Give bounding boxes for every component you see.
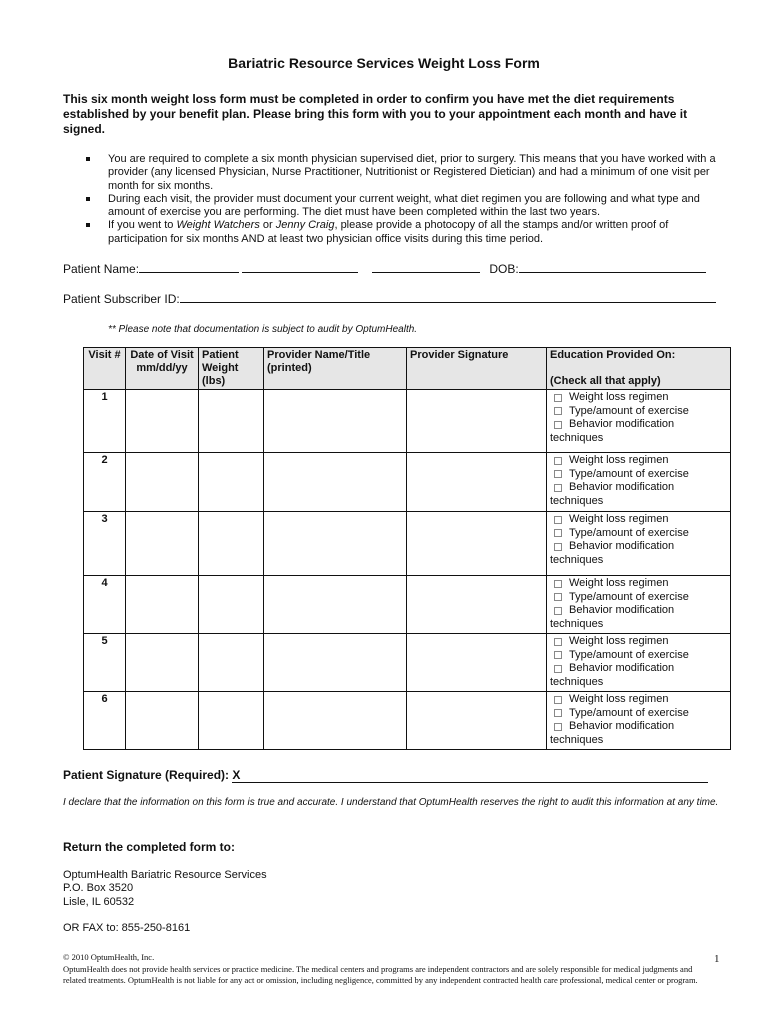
visit-number-cell: 6	[84, 692, 126, 750]
weight-cell[interactable]	[199, 512, 264, 576]
education-option	[550, 527, 727, 541]
checkbox-icon[interactable]	[554, 457, 562, 465]
brand-weight-watchers: Weight Watchers	[176, 219, 260, 232]
provider-name-header: Provider Name/Title (printed)	[264, 348, 407, 390]
education-option-label: Type/amount of exercise	[569, 467, 689, 480]
requirement-item	[80, 153, 720, 193]
provider-signature-cell[interactable]	[407, 576, 547, 634]
checkbox-icon[interactable]	[554, 638, 562, 646]
subscriber-id-row	[63, 291, 716, 306]
education-cell	[547, 390, 731, 453]
education-option	[550, 454, 727, 468]
form-title: Bariatric Resource Services Weight Loss Form	[228, 55, 540, 71]
visit-number-cell: 4	[84, 576, 126, 634]
education-cell	[547, 692, 731, 750]
visit-number-header: Visit #	[84, 348, 126, 390]
signature-mark: X	[232, 768, 241, 782]
checkbox-icon[interactable]	[554, 723, 562, 731]
requirement-text: If you went to	[108, 219, 177, 232]
provider-signature-cell[interactable]	[407, 453, 547, 512]
education-option-label: Weight loss regimen	[569, 513, 669, 525]
education-option-label: techniques	[550, 733, 604, 746]
date-cell[interactable]	[126, 634, 199, 692]
weight-cell[interactable]	[199, 576, 264, 634]
date-cell[interactable]	[126, 453, 199, 512]
page-number: 1	[714, 953, 720, 965]
provider-name-cell[interactable]	[264, 692, 407, 750]
checkbox-icon[interactable]	[554, 543, 562, 551]
requirement-item	[80, 219, 720, 246]
return-address	[63, 869, 267, 909]
education-option-label: Type/amount of exercise	[569, 404, 689, 417]
requirement-text: You are required to complete a six month physician supervised diet, prior to surgery. This means that you have worked with a provider (any licensed Physician, Nurse Practitioner, Nutritionist or Registered Dietician) and had a minimum of one visit per month for six months.	[108, 153, 716, 192]
education-option	[550, 540, 727, 554]
footer	[63, 952, 713, 987]
education-option-label: Weight loss regimen	[569, 577, 669, 589]
table-row	[84, 512, 731, 576]
patient-name-field[interactable]	[139, 261, 239, 273]
education-option	[550, 405, 727, 419]
provider-signature-cell[interactable]	[407, 692, 547, 750]
checkbox-icon[interactable]	[554, 470, 562, 478]
checkbox-icon[interactable]	[554, 421, 562, 429]
brand-jenny-craig: Jenny Craig	[275, 219, 335, 232]
education-cell	[547, 453, 731, 512]
patient-name-field[interactable]	[242, 261, 358, 273]
education-option-label: Type/amount of exercise	[569, 648, 689, 661]
checkbox-icon[interactable]	[554, 709, 562, 717]
provider-name-cell[interactable]	[264, 634, 407, 692]
checkbox-icon[interactable]	[554, 394, 562, 402]
provider-signature-cell[interactable]	[407, 512, 547, 576]
checkbox-icon[interactable]	[554, 407, 562, 415]
education-option-label: Type/amount of exercise	[569, 526, 689, 539]
education-option-label: techniques	[550, 675, 604, 688]
checkbox-icon[interactable]	[554, 651, 562, 659]
education-option-label: Behavior modification	[569, 720, 675, 732]
checkbox-icon[interactable]	[554, 580, 562, 588]
weight-header: Patient Weight (lbs)	[199, 348, 264, 390]
education-cell	[547, 576, 731, 634]
fax-number: OR FAX to: 855-250-8161	[63, 922, 191, 934]
education-option-label: Behavior modification	[569, 418, 675, 430]
education-option-label: Type/amount of exercise	[569, 590, 689, 603]
visit-number-cell: 1	[84, 390, 126, 453]
education-option-label: techniques	[550, 431, 604, 444]
checkbox-icon[interactable]	[554, 593, 562, 601]
education-option	[550, 720, 727, 734]
dob-label: DOB:	[489, 262, 519, 276]
patient-signature-field[interactable]	[232, 768, 708, 783]
education-option-label: Behavior modification	[569, 540, 675, 552]
education-option	[550, 635, 727, 649]
date-cell[interactable]	[126, 512, 199, 576]
address-line: P.O. Box 3520	[63, 882, 134, 895]
address-line: Lisle, IL 60532	[63, 895, 135, 908]
provider-name-cell[interactable]	[264, 390, 407, 453]
education-option-label: Weight loss regimen	[569, 454, 669, 466]
education-cell	[547, 512, 731, 576]
education-cell	[547, 634, 731, 692]
disclaimer: OptumHealth does not provide health services or practice medicine. The medical centers and programs are independent contractors and are solely responsible for medical judgments and related treatments. OptumHealth is not liable for any act or omission, including negligence, committed by any independent contracted health care professional, medical center or program.	[63, 963, 698, 985]
requirement-text: During each visit, the provider must document your current weight, what diet regimen you are following and what type and amount of exercise you are performing. The diet must have been completed within the last two years.	[108, 192, 700, 219]
weight-cell[interactable]	[199, 634, 264, 692]
education-option-label: Behavior modification	[569, 604, 675, 616]
education-option-label: Weight loss regimen	[569, 635, 669, 647]
date-cell[interactable]	[126, 576, 199, 634]
visit-number-cell: 5	[84, 634, 126, 692]
education-option	[550, 693, 727, 707]
date-cell[interactable]	[126, 692, 199, 750]
visit-number-cell: 2	[84, 453, 126, 512]
education-option	[550, 391, 727, 405]
visit-number-cell: 3	[84, 512, 126, 576]
provider-name-cell[interactable]	[264, 453, 407, 512]
table-row	[84, 576, 731, 634]
weight-cell[interactable]	[199, 453, 264, 512]
checkbox-icon[interactable]	[554, 665, 562, 673]
table-row	[84, 390, 731, 453]
education-option	[550, 577, 727, 591]
education-option	[550, 468, 727, 482]
education-option-label: Type/amount of exercise	[569, 706, 689, 719]
education-option	[550, 591, 727, 605]
education-option-label: techniques	[550, 494, 604, 507]
checkbox-icon[interactable]	[554, 484, 562, 492]
copyright: © 2010 OptumHealth, Inc.	[63, 952, 155, 962]
provider-name-cell[interactable]	[264, 576, 407, 634]
weight-cell[interactable]	[199, 390, 264, 453]
education-option-label: Weight loss regimen	[569, 693, 669, 705]
table-header-row	[84, 348, 731, 390]
patient-signature-row	[63, 768, 708, 783]
audit-note: ** Please note that documentation is subject to audit by OptumHealth.	[108, 324, 418, 335]
checkbox-icon[interactable]	[554, 516, 562, 524]
provider-name-cell[interactable]	[264, 512, 407, 576]
education-option-label: Behavior modification	[569, 481, 675, 493]
checkbox-icon[interactable]	[554, 696, 562, 704]
provider-signature-header: Provider Signature	[407, 348, 547, 390]
education-option-label: Behavior modification	[569, 662, 675, 674]
weight-cell[interactable]	[199, 692, 264, 750]
requirement-text: , please provide a photocopy of all the stamps and/or written proof of participation for six months AND at least two physician office visits during this time period.	[108, 219, 669, 245]
education-header	[547, 348, 731, 390]
provider-signature-cell[interactable]	[407, 634, 547, 692]
intro-paragraph: This six month weight loss form must be completed in order to confirm you have met the diet requirements established by your benefit plan. Please bring this form with you to your appointment each month and have it signed.	[63, 92, 688, 136]
education-option	[550, 513, 727, 527]
education-option	[550, 707, 727, 721]
table-row	[84, 692, 731, 750]
education-header-subtitle: (Check all that apply)	[550, 375, 661, 387]
requirement-text: or	[259, 219, 276, 232]
return-heading: Return the completed form to:	[63, 840, 236, 854]
education-option-label: techniques	[550, 553, 604, 566]
education-option	[550, 418, 727, 432]
declaration-text: I declare that the information on this form is true and accurate. I understand that OptumHealth reserves the right to audit this information at any time.	[63, 797, 719, 808]
subscriber-id-label: Patient Subscriber ID:	[63, 292, 180, 306]
address-line: OptumHealth Bariatric Resource Services	[63, 869, 267, 881]
patient-name-field[interactable]	[372, 261, 480, 273]
checkbox-icon[interactable]	[554, 529, 562, 537]
date-header: Date of Visit mm/dd/yy	[126, 348, 199, 390]
requirement-item	[80, 193, 720, 220]
education-option-label: Weight loss regimen	[569, 391, 669, 403]
visit-log-table	[83, 347, 731, 750]
patient-name-row	[63, 261, 706, 276]
table-row	[84, 634, 731, 692]
visit-rows	[84, 390, 731, 750]
requirements-list	[80, 153, 720, 246]
education-option	[550, 481, 727, 495]
patient-name-label: Patient Name:	[63, 262, 140, 276]
provider-signature-cell[interactable]	[407, 390, 547, 453]
date-cell[interactable]	[126, 390, 199, 453]
education-option-label: techniques	[550, 617, 604, 630]
education-option	[550, 604, 727, 618]
education-option	[550, 662, 727, 676]
education-option	[550, 649, 727, 663]
patient-signature-label: Patient Signature (Required):	[63, 768, 230, 782]
subscriber-id-field[interactable]	[180, 291, 716, 303]
dob-field[interactable]	[519, 261, 706, 273]
table-row	[84, 453, 731, 512]
checkbox-icon[interactable]	[554, 607, 562, 615]
education-header-title: Education Provided On:	[550, 349, 676, 361]
